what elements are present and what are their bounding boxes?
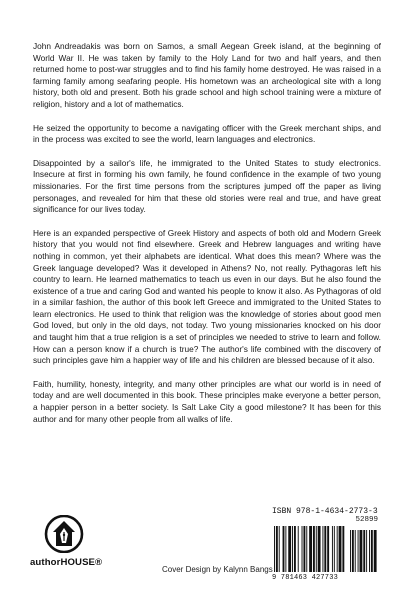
blurb-paragraph-5: Faith, humility, honesty, integrity, and many other principles are what our world is in need of today and are well documented in this book. These principles make everyone a better person, a happier person in a better society. Is Salt Lake City a good milestone? It has been for this author and for many other people from all walks of life. xyxy=(33,378,381,424)
publisher-name: authorHOUSE® xyxy=(30,557,103,568)
blurb-paragraph-2: He seized the opportunity to become a navigating officer with the Greek merchant ships, and in the process was excited to see the world, learn languages and electronics. xyxy=(33,122,381,145)
blurb-paragraph-1: John Andreadakis was born on Samos, a small Aegean Greek island, at the beginning of World War II. He was taken by family to the Holy Land for two and half years, and then returned home to post-war struggles and to find his family home destroyed. He was raised in a farming family among seafaring people. His hometown was an archeological site with a long history, both old and present. Both his grade school and high school training were a mixture of religion, history and a lot of mathematics. xyxy=(33,41,381,109)
barcode-icon xyxy=(272,526,378,574)
barcode-digits: 9 781463 427733 xyxy=(272,574,339,582)
blurb-paragraph-4: Here is an expanded perspective of Greek History and aspects of both old and Modern Greek history that you would not find elsewhere. Greek and Hebrew languages and writing have nothing in common, yet their alphabets are identical. What does this mean? Where was the Greek language developed? Was it developed in Athens? No, not really. Pythagoras left his country to learn. He learned mathematics to teach us even in our days. But he also found the existence of a true and caring God and wanted his people to know it also. As Pythagoras of old in a similar fashion, the author of this book left Greece and immigrated to the United States to learn electronics. He used to think that religion was the knowledge of stories about good men God loved, but only in the old days, not today. Two young missionaries knocked on his door and taught him that a true religion is a set of principles we needed to strive to learn and follow. How can a person know if a church is true? The author's life combined with the discovery of such principles gave him a happier way of life and his children are blessed because of it also. xyxy=(33,227,381,366)
back-cover-blurb xyxy=(33,41,381,437)
cover-design-credit: Cover Design by Kalynn Bangs xyxy=(162,565,273,574)
blurb-paragraph-3: Disappointed by a sailor's life, he immigrated to the United States to study electronics. Insecure at first in forming his own family, he found confidence in the example of two young missionaries. For the first time persons from the scriptures jumped off the paper as living personages, and revealed for him that these old stories were real and true, and have great significance for our lives today. xyxy=(33,157,381,215)
authorhouse-logo-icon xyxy=(42,515,86,553)
isbn-barcode-block xyxy=(272,507,378,582)
publisher-logo xyxy=(30,515,103,568)
price-addon-code: 52899 xyxy=(355,516,378,524)
isbn-label: ISBN 978-1-4634-2773-3 xyxy=(272,507,378,516)
